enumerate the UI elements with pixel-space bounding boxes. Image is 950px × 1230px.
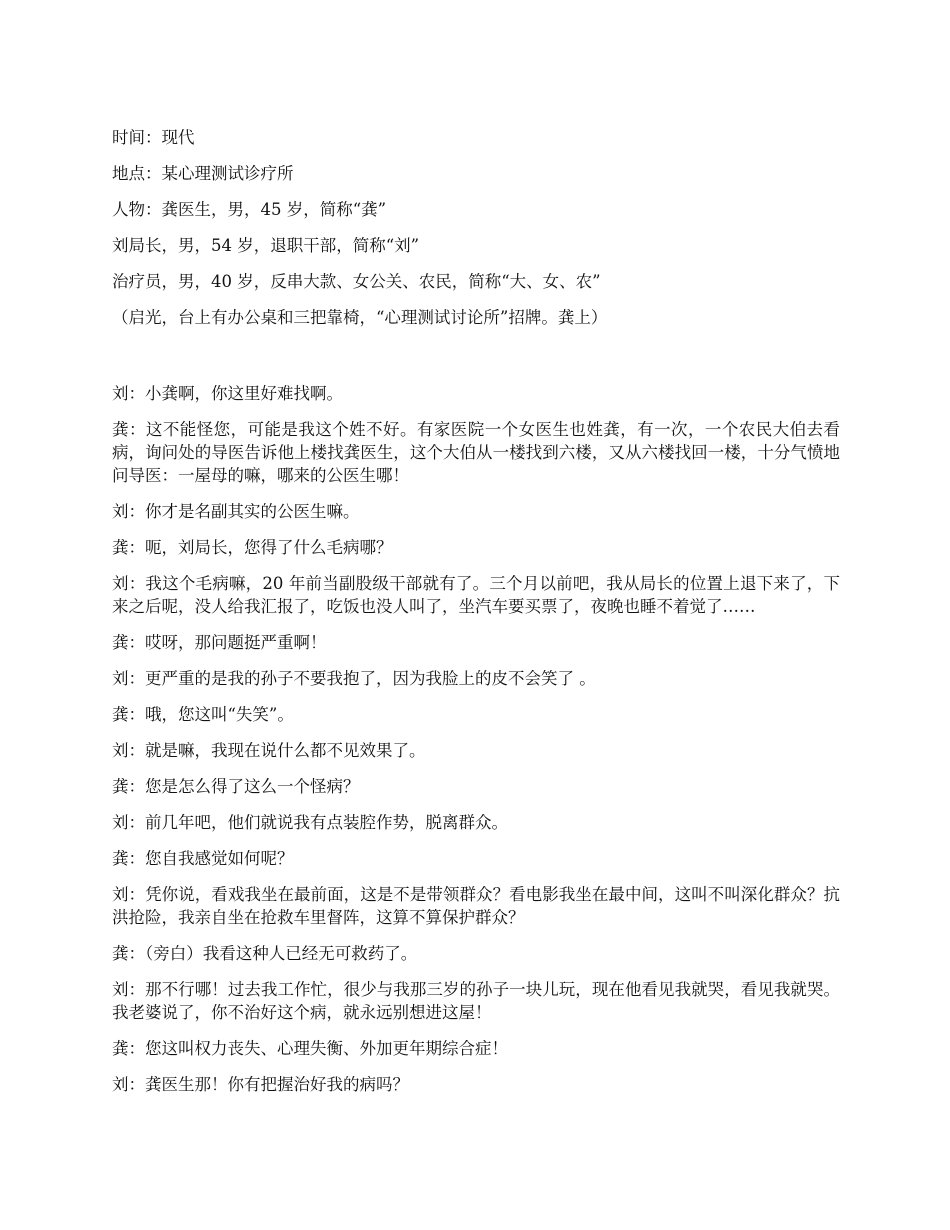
dialogue-line: 龚：哦，您这叫“失笑”。 — [112, 705, 294, 724]
character-gong: 人物：龚医生，男，45 岁，简称“龚” — [112, 200, 387, 219]
character-liu: 刘局长，男，54 岁，退职干部，简称“刘” — [112, 236, 420, 255]
character-therapist: 治疗员，男，40 岁，反串大款、女公关、农民，简称“大、女、农” — [112, 272, 601, 291]
dialogue-line: 刘：更严重的是我的孙子不要我抱了，因为我脸上的皮不会笑了 。 — [112, 669, 596, 688]
script-body — [112, 126, 840, 1109]
dialogue-line: 龚：您这叫权力丧失、心理失衡、外加更年期综合症！ — [112, 1039, 508, 1058]
dialogue-line: 刘：凭你说，看戏我坐在最前面，这是不是带领群众？看电影我坐在最中间，这叫不叫深化群众？抗洪抢险，我亲自坐在抢救车里督阵，这算不算保护群众？ — [112, 885, 840, 927]
header-place: 地点：某心理测试诊疗所 — [112, 164, 294, 183]
dialogue-line: 刘：那不行哪！过去我工作忙，很少与我那三岁的孙子一块儿玩，现在他看见我就哭，看见我就哭。我老婆说了，你不治好这个病，就永远别想进这屋！ — [112, 980, 840, 1022]
dialogue-line: 刘：我这个毛病嘛，20 年前当副股级干部就有了。三个月以前吧，我从局长的位置上退下来了，下来之后呢，没人给我汇报了，吃饭也没人叫了，坐汽车要买票了，夜晚也睡不着觉了…… — [112, 574, 840, 616]
dialogue-line: 刘：前几年吧，他们就说我有点装腔作势，脱离群众。 — [112, 813, 508, 832]
section-gap — [112, 342, 840, 382]
dialogue-line: 刘：龚医生那！你有把握治好我的病吗？ — [112, 1075, 409, 1094]
dialogue-line: 龚：您自我感觉如何呢？ — [112, 849, 294, 868]
dialogue-line: 刘：你才是名副其实的公医生嘛。 — [112, 502, 360, 521]
dialogue-line: 龚：（旁白）我看这种人已经无可救药了。 — [112, 944, 418, 963]
header-time: 时间：现代 — [112, 128, 195, 147]
dialogue-line: 龚：这不能怪您，可能是我这个姓不好。有家医院一个女医生也姓龚，有一次，一个农民大伯去看病，询问处的导医告诉他上楼找龚医生，这个大伯从一楼找到六楼，又从六楼找回一楼，十分气愤地问导医：一屋母的嘛，哪来的公医生哪！ — [112, 420, 840, 485]
dialogue-line: 龚：呃，刘局长，您得了什么毛病哪？ — [112, 538, 393, 557]
stage-direction: （启光，台上有办公桌和三把靠椅，“心理测试讨论所”招牌。龚上） — [112, 308, 608, 327]
dialogue-line: 刘：小龚啊，你这里好难找啊。 — [112, 384, 343, 403]
dialogue-line: 龚：您是怎么得了这么一个怪病？ — [112, 777, 360, 796]
dialogue-line: 龚：哎呀，那问题挺严重啊！ — [112, 633, 327, 652]
dialogue-line: 刘：就是嘛，我现在说什么都不见效果了。 — [112, 741, 426, 760]
